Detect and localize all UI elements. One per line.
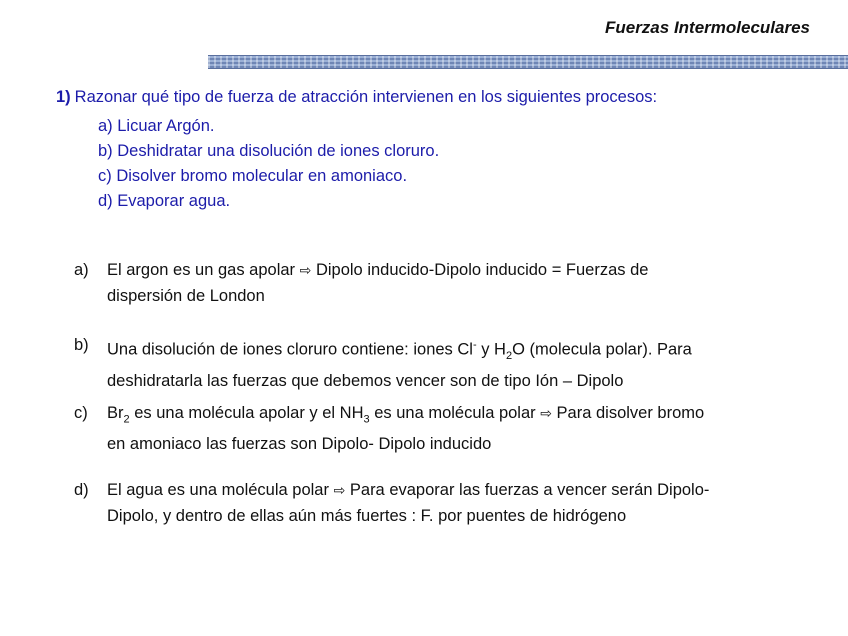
answer-c — [74, 401, 704, 457]
question-statement — [56, 88, 657, 107]
question-item-c: c) Disolver bromo molecular en amoniaco. — [98, 167, 408, 185]
answer-text-line — [107, 258, 648, 284]
question-text: Razonar qué tipo de fuerza de atracción intervienen en los siguientes procesos: — [74, 88, 658, 106]
answer-text-line — [107, 333, 692, 369]
question-number: 1) — [56, 88, 71, 106]
answer-text: Una disolución de iones cloruro contiene: iones Cl — [107, 340, 473, 359]
answer-a — [74, 258, 648, 309]
answer-text-line — [107, 478, 709, 504]
answer-text-line: dispersión de London — [107, 287, 265, 305]
answer-text: Para evaporar las fuerzas a vencer serán Dipolo- — [345, 481, 710, 499]
answer-text: Br — [107, 404, 124, 422]
superscript: - — [472, 339, 477, 351]
subscript: 2 — [505, 349, 513, 362]
answer-text: y H — [476, 340, 506, 359]
question-item-b: b) Deshidratar una disolución de iones cloruro. — [98, 142, 440, 160]
answer-label: d) — [74, 481, 89, 499]
question-item-a: a) Licuar Argón. — [98, 117, 215, 135]
header-decorative-band — [208, 55, 848, 69]
subscript: 3 — [363, 413, 370, 426]
answer-text: Para disolver bromo — [551, 404, 705, 422]
answer-text: El argon es un gas apolar — [107, 261, 300, 279]
arrow-right-icon: ⇨ — [299, 263, 312, 279]
answer-text-line — [107, 401, 704, 432]
page-header-title: Fuerzas Intermoleculares — [604, 18, 810, 37]
answer-text: es una molécula polar — [369, 404, 541, 422]
answer-text-line: Dipolo, y dentro de ellas aún más fuertes : F. por puentes de hidrógeno — [107, 507, 627, 525]
answer-text-line: deshidratarla las fuerzas que debemos vencer son de tipo Ión – Dipolo — [107, 371, 624, 390]
answer-text: es una molécula apolar y el NH — [129, 404, 364, 422]
answer-text: Dipolo inducido-Dipolo inducido = Fuerzas de — [311, 261, 649, 279]
question-item-list — [98, 114, 439, 214]
answer-b — [74, 333, 692, 394]
answer-d — [74, 478, 709, 529]
arrow-right-icon: ⇨ — [540, 406, 552, 422]
answer-label: c) — [74, 404, 88, 422]
answer-label: b) — [74, 336, 89, 354]
question-item-d: d) Evaporar agua. — [98, 192, 231, 210]
arrow-right-icon: ⇨ — [333, 483, 346, 499]
answer-label: a) — [74, 261, 89, 279]
answer-text: O (molecula polar). Para — [512, 340, 692, 359]
answer-text-line: en amoniaco las fuerzas son Dipolo- Dipolo inducido — [107, 435, 492, 454]
subscript: 2 — [123, 413, 130, 426]
answer-text: El agua es una molécula polar — [107, 481, 334, 499]
